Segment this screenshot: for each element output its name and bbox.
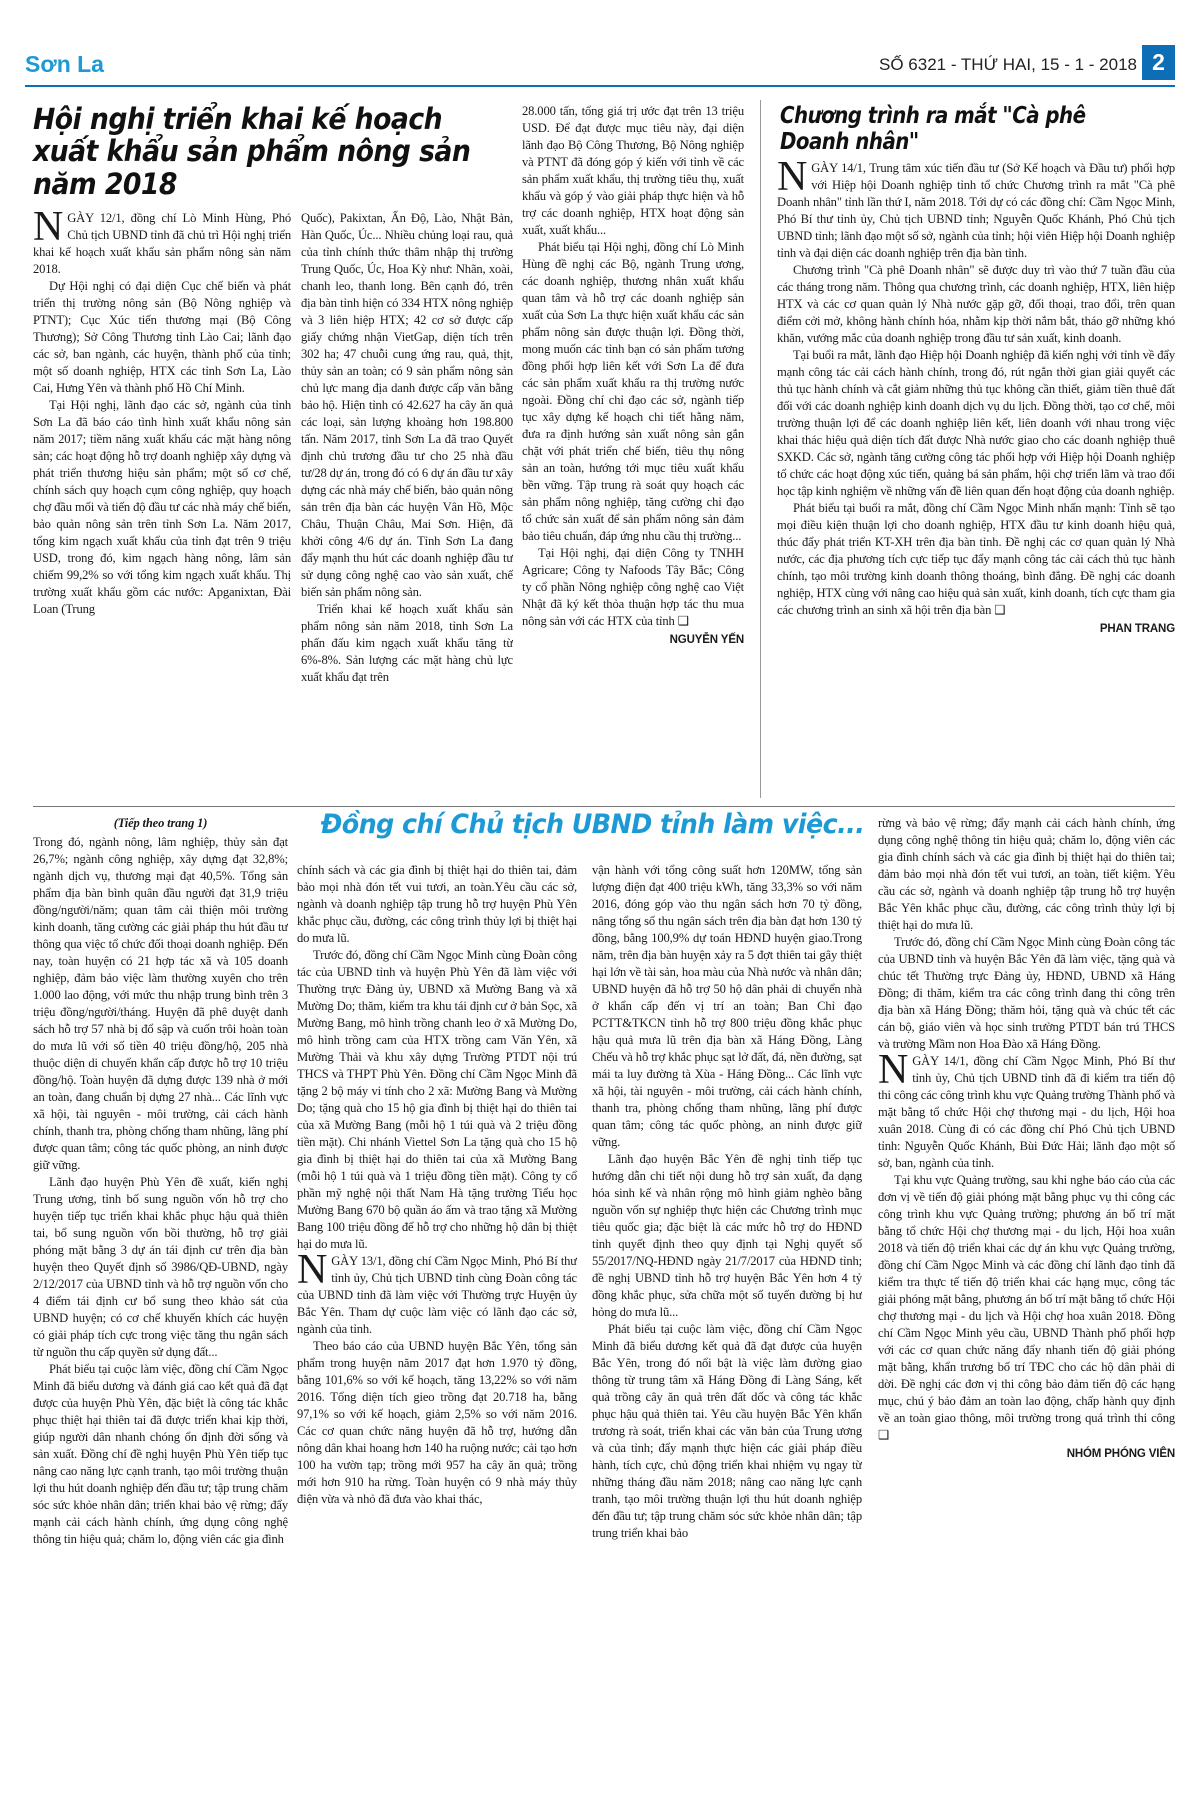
article2-title: Chương trình ra mắt "Cà phê Doanh nhân" [780,103,1086,155]
continuation-col1 [33,815,288,1780]
article3-title: Đồng chí Chủ tịch UBND tỉnh làm việc... [320,809,865,840]
article3-col1-p1: chính sách và các gia đình bị thiệt hại do thiên tai, đảm bảo mọi nhà đón tết vui tươi, an toàn.Yêu cầu các sở, ngành và doanh nghiệp tập trung hỗ trợ huyện Phù Yên khắc phục cầu, đường, các công trình thủy lợi bị thiệt hại do mưa lũ. [297,863,577,945]
continuation-p3: Phát biểu tại cuộc làm việc, đồng chí Cầm Ngọc Minh đã biểu dương và đánh giá cao kết quả đã đạt được của huyện Phù Yên, đặc biệt là công tác khắc phục thiệt hại thiên tai đã được triển khai kịp thời, giúp người dân nhanh chóng ổn định đời sống và sản xuất. Đồng chí đề nghị huyện Phù Yên tiếp tục nâng cao năng lực cạnh tranh, tạo môi trường thuận lợi thu hút doanh nghiệp đến đầu tư; tập trung chăm sóc sức khỏe nhân dân; triển khai bảo vệ rừng; đẩy mạnh cải cách hành chính, ứng dụng công nghệ thông tin hiệu quả; chăm lo, động viên các gia đình [33,1362,288,1546]
masthead [25,45,1175,87]
continuation-p2: Lãnh đạo huyện Phù Yên đề xuất, kiến nghị Trung ương, tỉnh bố sung nguồn vốn hỗ trợ cho huyện tiếp tục triển khai khắc phục hậu quả thiên tai, bổ sung nguồn vốn bồi thường, hỗ trợ giải phóng mặt bằng 3 dự án tái định cư trên địa bàn huyện theo Quyết định số 3986/QĐ-UBND, ngày 2/12/2017 của UBND tỉnh và hỗ trợ nguồn vốn cho 4 điểm tái định cư bổ sung theo khảo sát của UBND huyện; có cơ chế khuyến khích các huyện có giải pháp tích cực trong việc tăng thu ngân sách từ nguồn thu cấp quyền sử dụng đất... [33,1175,288,1359]
article1-col3-p3: Tại Hội nghị, đại diện Công ty TNHH Agricare; Công ty Nafoods Tây Bắc; Công ty cổ phần Nông nghiệp công nghệ cao Việt Nhật đã ký kết thỏa thuận hợp tác thu mua nông sản với các HTX của tỉnh ❑ [522,546,744,628]
article3-col2-p3: Phát biểu tại cuộc làm việc, đồng chí Cầm Ngọc Minh đã biểu dương kết quả đã đạt được của huyện Bắc Yên, trong đó nổi bật là việc làm đường giao thông từ trung tâm xã Háng Đồng đi Làng Sáng, kết quả trồng cây ăn quả trên đất dốc và công tác khắc phục hậu quả thiên tai. Yêu cầu huyện Bắc Yên khẩn trương rà soát, triển khai các văn bản của Trung ương và của tỉnh; đẩy mạnh thực hiện các giải pháp điều hành, tích cực, chủ động triển khai nhiệm vụ ngay từ những tháng đầu năm 2018; nâng cao năng lực cạnh tranh, tạo môi trường thuận lợi thu hút doanh nghiệp đến đầu tư; tập trung chăm sóc sức khỏe nhân dân; tập trung triển khai bảo [592,1322,862,1540]
article3-col3-p2: Trước đó, đồng chí Cầm Ngọc Minh cùng Đoàn công tác của UBND tỉnh và huyện Bắc Yên đã làm việc, tặng quà và chúc tết Thường trực Đảng ủy, HĐND, UBND xã Háng Đồng; đi thăm, kiểm tra các công trình đang thi công trên địa bàn xã Háng Đồng; thăm hỏi, tặng quà và chúc tết các cán bộ, giáo viên và học sinh trường PTDT bán trú THCS và trường Mầm non Hoa Đào xã Háng Đồng. [878,935,1175,1051]
article3-col2-p1: vận hành với tổng công suất hơn 120MW, tổng sản lượng điện đạt 400 triệu kWh, tăng 33,3% so với năm 2016, đóng góp vào thu ngân sách hơn 70 tỷ đồng, nâng tổng số thu ngân sách trên địa bàn đạt hơn 130 tỷ đồng, bằng 100,9% dự toán HĐND huyện giao.Trong năm, trên địa bàn huyện xảy ra 5 đợt thiên tai gây thiệt hại lớn về tài sản, hoa màu của Nhà nước và nhân dân; UBND huyện đã hỗ trợ 50 hộ dân phải di chuyển nhà ở khẩn cấp đến vị trí an toàn; Ban Chỉ đạo PCTT&TKCN tỉnh hỗ trợ 800 triệu đồng khắc phục hậu quả mưa lũ trên địa bàn xã Háng Đồng, Làng Chếu và hỗ trợ khắc phục sạt lở đất, đá, nền đường, sạt mái ta luy đường tà Xùa - Háng Đồng... Các lĩnh vực xã hội, tài nguyên - môi trường, cải cách hành chính, thanh tra, phòng chống tham nhũng, lãng phí được quan tâm; công tác quốc phòng, an ninh được giữ vững. [592,863,862,1149]
article2-p2: Chương trình "Cà phê Doanh nhân" sẽ được duy trì vào thứ 7 tuần đầu của các tháng trong năm. Thông qua chương trình, các doanh nghiệp, HTX, liên hiệp HTX và các cơ quan quản lý Nhà nước gặp gỡ, đối thoại, trao đổi, trên quan điểm cởi mở, không hành chính hóa, nhằm kịp thời nắm bắt, tháo gỡ những khó khăn, vướng mắc của doanh nghiệp trong đầu tư sản xuất, kinh doanh. [777,263,1175,345]
dropcap: N [777,160,808,200]
article3-col1 [297,862,577,1780]
article3-col2 [592,862,862,1780]
section-divider [33,806,1175,807]
article1-col3-p1: 28.000 tấn, tổng giá trị ước đạt trên 13 triệu USD. Để đạt được mục tiêu này, đại diện lãnh đạo Bộ Công Thương, Bộ Nông nghiệp và PTNT đã đóng góp ý kiến với tỉnh về các sản phẩm xuất khẩu, thị trường tiêu thụ, xuất khẩu và góp ý vào giải pháp thực hiện và hỗ trợ các doanh nghiệp, HTX hoạt động sản xuất, xuất khẩu... [522,104,744,237]
page-number: 2 [1142,45,1175,80]
dropcap: N [33,210,64,250]
article2-p4: Phát biểu tại buổi ra mắt, đồng chí Cầm Ngọc Minh nhấn mạnh: Tỉnh sẽ tạo mọi điều kiện thuận lợi cho doanh nghiệp, HTX đầu tư kinh doanh hiệu quả, thúc đẩy phát triển KT-XH trên địa bàn tỉnh. Đề nghị các cơ quan quản lý Nhà nước, các địa phương tích cực tiếp tục đẩy mạnh công tác cải cách thủ tục hành chính, tạo môi trường kinh doanh thông thoáng, bình đẳng. Đề nghị các doanh nghiệp, HTX cùng với nâng cao hiệu quả sản xuất, kinh doanh, tích cực tham gia các chương trình an sinh xã hội trên địa bàn ❑ [777,501,1175,617]
article2-p1: NGÀY 14/1, Trung tâm xúc tiến đầu tư (Sở Kế hoạch và Đầu tư) phối hợp với Hiệp hội Doanh nghiệp tỉnh tổ chức Chương trình ra mắt "Cà phê Doanh nhân" tỉnh lần thứ I, năm 2018. Tới dự có các đồng chí: Cầm Ngọc Minh, Phó Bí thư tỉnh ủy, Chủ tịch UBND tỉnh; Nguyễn Quốc Khánh, Phó Chủ tịch UBND tỉnh; lãnh đạo một số sở, ngành của tỉnh; hội viên Hiệp hội Doanh nghiệp tỉnh và đại diện các doanh nghiệp trên địa bàn tỉnh. [777,160,1175,260]
article1-col3 [522,103,744,798]
article3-col3-p4: Tại khu vực Quảng trường, sau khi nghe báo cáo của các đơn vị về tiến độ giải phóng mặt bằng phục vụ thi công các công trình khu vực Quảng trường; phương án bố trí mặt bằng tổ chức Hội chợ thương mại - du lịch, Hội hoa xuân 2018 và tiến độ triển khai các dự án khu vực Quảng trường, đồng chí Cầm Ngọc Minh và các đồng chí lãnh đạo tỉnh đã kiểm tra thực tế tiến độ triển khai các hạng mục, công tác giải phóng mặt bằng, phương án bố trí mặt bằng tổ chức Hội chợ thương mại - du lịch và Hội chợ hoa xuân 2018. Đồng chí Cầm Ngọc Minh yêu cầu, UBND Thành phố phối hợp với các cơ quan chức năng đẩy nhanh tiến độ giải phóng mặt bằng, khẩn trương bố trí TĐC cho các hộ dân phải di dời. Đề nghị các đơn vị thi công bảo đảm tiến độ các hạng mục, chú ý bảo đảm an toàn lao động, chấp hành quy định về an toàn giao thông, môi trường trong quá trình thi công ❑ [878,1173,1175,1442]
article3-col3-p3: NGÀY 14/1, đồng chí Cầm Ngọc Minh, Phó Bí thư tỉnh ủy, Chủ tịch UBND tỉnh đã đi kiểm tra tiến độ thi công các công trình khu vực Quảng trường Thành phố và mặt bằng tổ chức Hội chợ thương mại - du lịch, Hội hoa xuân 2018. Cùng đi có các đồng chí Phó Chủ tịch UBND tỉnh: Nguyễn Quốc Khánh, Bùi Đức Hải; lãnh đạo một số sở, ban, ngành của tỉnh. [878,1047,1175,1170]
article1-title: Hội nghị triển khai kế hoạch xuất khẩu sản phẩm nông sản năm 2018 [33,102,471,201]
article3-col2-p2: Lãnh đạo huyện Bắc Yên đề nghị tỉnh tiếp tục hướng dẫn chi tiết nội dung hỗ trợ sản xuất, đa dạng hóa sinh kế và nhân rộng mô hình giảm nghèo bằng nguồn vốn sự nghiệp thực hiện các Chương trình mục tiêu quốc gia; đặc biệt là các mức hỗ trợ do HĐND tỉnh quyết định theo quy định tại Nghị quyết số 55/2017/NQ-HĐND ngày 21/7/2017 của HĐND tỉnh; đề nghị UBND tỉnh hỗ trợ huyện Bắc Yên hơn 4 tỷ đồng khắc phục, sửa chữa một số tuyến đường bị hư hỏng do mưa lũ... [592,1152,862,1319]
article1-col1 [33,210,291,798]
issue-date: SỐ 6321 - THỨ HAI, 15 - 1 - 2018 [879,55,1137,74]
article1-col3-p2: Phát biểu tại Hội nghị, đồng chí Lò Minh Hùng đề nghị các Bộ, ngành Trung ương, các doanh nghiệp, thương nhân xuất khẩu quan tâm và hỗ trợ các doanh nghiệp sản xuất của Sơn La thực hiện xuất khẩu các sản phẩm nông sản được thuận lợi. Đồng thời, mong muốn các tỉnh bạn có sản phẩm tương đồng phối hợp liên kết với Sơn La để đưa các sản phẩm xuất khẩu ra thị trường nước ngoài. Đồng chí chỉ đạo các sở, ngành tiếp tục xây dựng kế hoạch chi tiết hằng năm, đưa ra định hướng sản xuất nông sản gắn chặt với phát triển chế biến, tiêu thụ nông sản an toàn, hướng tới mục tiêu xuất khẩu bền vững. Tập trung rà soát quy hoạch các sản phẩm nông nghiệp, tăng cường chỉ đạo tổ chức sản xuất để sản phẩm nông sản đảm bảo tiêu chuẩn, đáp ứng nhu cầu thị trường... [522,240,744,543]
article2-author: PHAN TRANG [1099,623,1175,635]
article2-body [777,160,1175,798]
article1-col2-p1: Quốc), Pakixtan, Ấn Độ, Lào, Nhật Bản, Hàn Quốc, Úc... Nhiều chủng loại rau, quả của tỉnh chính thức thâm nhập thị trường Trung Quốc, Úc, Hoa Kỳ như: Nhãn, xoài, chanh leo, thanh long. Bên cạnh đó, trên địa bàn tỉnh hiện có 334 HTX nông nghiệp và 3 liên hiệp HTX; 42 cơ sở được cấp giấy chứng nhận VietGap, diện tích trên 302 ha; 47 chuỗi cung ứng rau, quả, thịt, thủy sản an toàn; có 9 sản phẩm nông sản chủ lực mang địa danh được cấp văn bằng bảo hộ. Hiện tỉnh có 42.627 ha cây ăn quả các loại, sản lượng khoảng hơn 198.800 tấn. Năm 2017, tỉnh Sơn La đã trao Quyết định chủ trương đầu tư cho 25 nhà đầu tư/28 dự án, trong đó có 6 dự án đầu tư xây dựng các nhà máy chế biến, bảo quản nông sản trên địa bàn các huyện Vân Hồ, Mộc Châu, Thuận Châu, Mai Sơn. Hiện, đã khởi công 4/6 dự án. Tỉnh Sơn La đang đẩy mạnh thu hút các doanh nghiệp đầu tư sử dụng công nghệ cao vào sản xuất, chế biến sản phẩm nông sản. [301,211,513,599]
article3-col3 [878,815,1175,1780]
article1-author: NGUYỄN YẾN [669,634,744,646]
article3-col1-p3: NGÀY 13/1, đồng chí Cầm Ngọc Minh, Phó Bí thư tỉnh ủy, Chủ tịch UBND tỉnh cùng Đoàn công tác của UBND tỉnh đã làm việc với Thường trực Huyện ủy Bắc Yên. Tham dự cuộc làm việc có lãnh đạo các sở, ngành của tỉnh. [297,1247,577,1336]
continuation-p1: Trong đó, ngành nông, lâm nghiệp, thủy sản đạt 26,7%; ngành công nghiệp, xây dựng đạt 32,8%; ngành dịch vụ, thương mại đạt 40,5%. Tổng sản phẩm địa bàn bình quân đầu người đạt 31,9 triệu đồng/người/năm; quan tâm cải thiện môi trường kinh doanh, tăng cường các giải pháp thu hút đầu tư thông qua việc tổ chức đối thoại doanh nghiệp. Đến nay, toàn huyện có 21 hợp tác xã và 105 doanh nghiệp, đảm bảo việc làm thường xuyên cho trên 1.000 lao động, với mức thu nhập trung bình trên 3 triệu đồng/người/tháng. Huyện đã phê duyệt danh sách hỗ trợ 57 nhà bị đổ sập và cuốn trôi hoàn toàn do mưa lũ với số tiền 40 triệu đồng/hộ, 205 nhà thuộc diện di chuyển khẩn cấp được hỗ trợ 10 triệu đồng/hộ. Toàn huyện đã dựng được 139 nhà ở mới an toàn, đang chuẩn bị dựng 27 nhà... Các lĩnh vực xã hội, tài nguyên - môi trường, cải cách hành chính, thanh tra, phòng chống tham nhũng, lãng phí được quan tâm; công tác quốc phòng, an ninh được giữ vững. [33,835,288,1172]
article1-col1-p1: NGÀY 12/1, đồng chí Lò Minh Hùng, Phó Chủ tịch UBND tỉnh đã chủ trì Hội nghị triển khai kế hoạch xuất khẩu sản phẩm nông sản năm 2018. [33,210,291,276]
article3-col1-p4: Theo báo cáo của UBND huyện Bắc Yên, tổng sản phẩm trong huyện năm 2017 đạt hơn 1.970 tỷ đồng, bằng 101,6% so với kế hoạch, tăng 13,22% so với năm 2016. Tổng diện tích gieo trồng đạt 20.718 ha, bằng 97,1% so với kế hoạch, giảm 2,5% so với năm 2016. Các cơ quan chức năng huyện đã hỗ trợ, hướng dẫn nông dân khai hoang hơn 140 ha ruộng nước; cải tạo hơn 100 ha vườn tạp; trồng mới 957 ha cây ăn quả; trồng mới hơn 910 ha rừng. Toàn huyện có 9 nhà máy thủy điện vừa và nhỏ đã đưa vào khai thác, [297,1339,577,1506]
article3-col1-p2: Trước đó, đồng chí Cầm Ngọc Minh cùng Đoàn công tác của UBND tỉnh và huyện Phù Yên đã làm việc với Thường trực Đảng ủy, UBND xã Mường Bang và xã Mường Do; thăm, kiểm tra khu tái định cư ở bản Sọc, xã Mường Bang, mô hình trồng chanh leo ở xã Mường Do, mô hình trồng cam của HTX trồng cam Văn Yên, xã Mường Thải và khu xây dựng Trường PTDT nội trú THCS và THPT Phù Yên. Đồng chí Cầm Ngọc Minh đã tặng 2 bộ máy vi tính cho 2 xã: Mường Bang và Mường Do; tặng quà cho 15 hộ gia đình bị thiệt hại do thiên tai của xã Mường Bang (mỗi hộ 1 túi quà và 2 triệu đồng tiền mặt). Chi nhánh Viettel Sơn La tặng quà cho 15 hộ gia đình bị thiệt hại do thiên tai của xã Mường Bang (mỗi hộ 1 túi quà và 1 triệu đồng tiền mặt). Công ty cổ phần mỹ nghệ nội thất Nam Hà tặng trường Tiểu học Mường Bang 670 bộ quần áo ấm và trao tặng xã Mường Bang 100 triệu đồng để hỗ trợ cho những hộ dân bị thiệt hại do mưa lũ. [297,948,577,1251]
article3-author: NHÓM PHÓNG VIÊN [1066,1448,1175,1460]
section-name: Sơn La [25,51,104,77]
article1-col1-p2: Dự Hội nghị có đại diện Cục chế biến và phát triển thị trường nông sản (Bộ Nông nghiệp và PTNT); Cục Xúc tiến thương mại (Bộ Công Thương); Sở Công Thương tỉnh Lào Cai; lãnh đạo các sở, ban ngành, các huyện, thành phố của tỉnh; một số doanh nghiệp, HTX các tỉnh Sơn La, Lào Cai, Hưng Yên và thành phố Hồ Chí Minh. [33,279,291,395]
article3-col3-p1: rừng và bảo vệ rừng; đẩy mạnh cải cách hành chính, ứng dụng công nghệ thông tin hiệu quả; chăm lo, động viên các gia đình chính sách và các gia đình bị thiệt hại do thiên tai; đảm bảo mọi nhà đón tết vui tươi, an toàn, tiết kiệm. Yêu cầu các sở, ngành và doanh nghiệp tập trung hỗ trợ huyện Bắc Yên khắc phục cầu, đường, các công trình thủy lợi bị thiệt hại do mưa lũ. [878,816,1175,932]
article1-col1-p3: Tại Hội nghị, lãnh đạo các sở, ngành của tỉnh Sơn La đã báo cáo tình hình xuất khẩu nông sản năm 2017; tiềm năng xuất khẩu các mặt hàng nông sản; các hoạt động hỗ trợ doanh nghiệp xây dựng và phát triển thương hiệu sản phẩm; một số cơ chế, chính sách quy hoạch cụm công nghiệp, quy hoạch chợ đầu mối và tiến độ đầu tư các nhà máy chế biến, bảo quản nông sản trên tỉnh Sơn La. Năm 2017, tổng kim ngạch xuất khẩu của tỉnh đạt trên 9 triệu USD, trong đó, kim ngạch hàng nông, lâm sản chiếm 99,2% so với tổng kim ngạch xuất khẩu. Thị trường xuất khẩu gồm các nước: Apganixtan, Đài Loan (Trung [33,398,291,616]
column-divider [760,100,761,798]
article2-p3: Tại buổi ra mắt, lãnh đạo Hiệp hội Doanh nghiệp đã kiến nghị với tỉnh về đẩy mạnh công tác cải cách hành chính, trong đó, rút ngắn thời gian giải quyết các thủ tục hành chính và cắt giảm những thủ tục không cần thiết, giảm tiền thuê đất đối với các doanh nghiệp kinh doanh dịch vụ du lịch. Đồng thời, tạo cơ chế, môi trường thuận lợi để các doanh nghiệp liên kết, liên doanh với nhau trong việc khai thác hiệu quả diện tích đất được Nhà nước giao cho các doanh nghiệp thuê SXKD. Các sở, ngành tăng cường công tác phối hợp với Hiệp hội Doanh nghiệp tổ chức các hoạt động xúc tiến, quảng bá sản phẩm, hội chợ triển lãm và trao đổi học tập kinh nghiệm về những vấn đề liên quan đến hoạt động của doanh nghiệp. [777,348,1175,498]
article1-col2-p2: Triển khai kế hoạch xuất khẩu sản phẩm nông sản năm 2018, tỉnh Sơn La phấn đấu kim ngạch xuất khẩu tăng từ 6%-8%. Sản lượng các mặt hàng chủ lực xuất khẩu đạt trên [301,602,513,684]
continued-label: (Tiếp theo trang 1) [113,816,208,830]
article1-col2 [301,210,513,798]
